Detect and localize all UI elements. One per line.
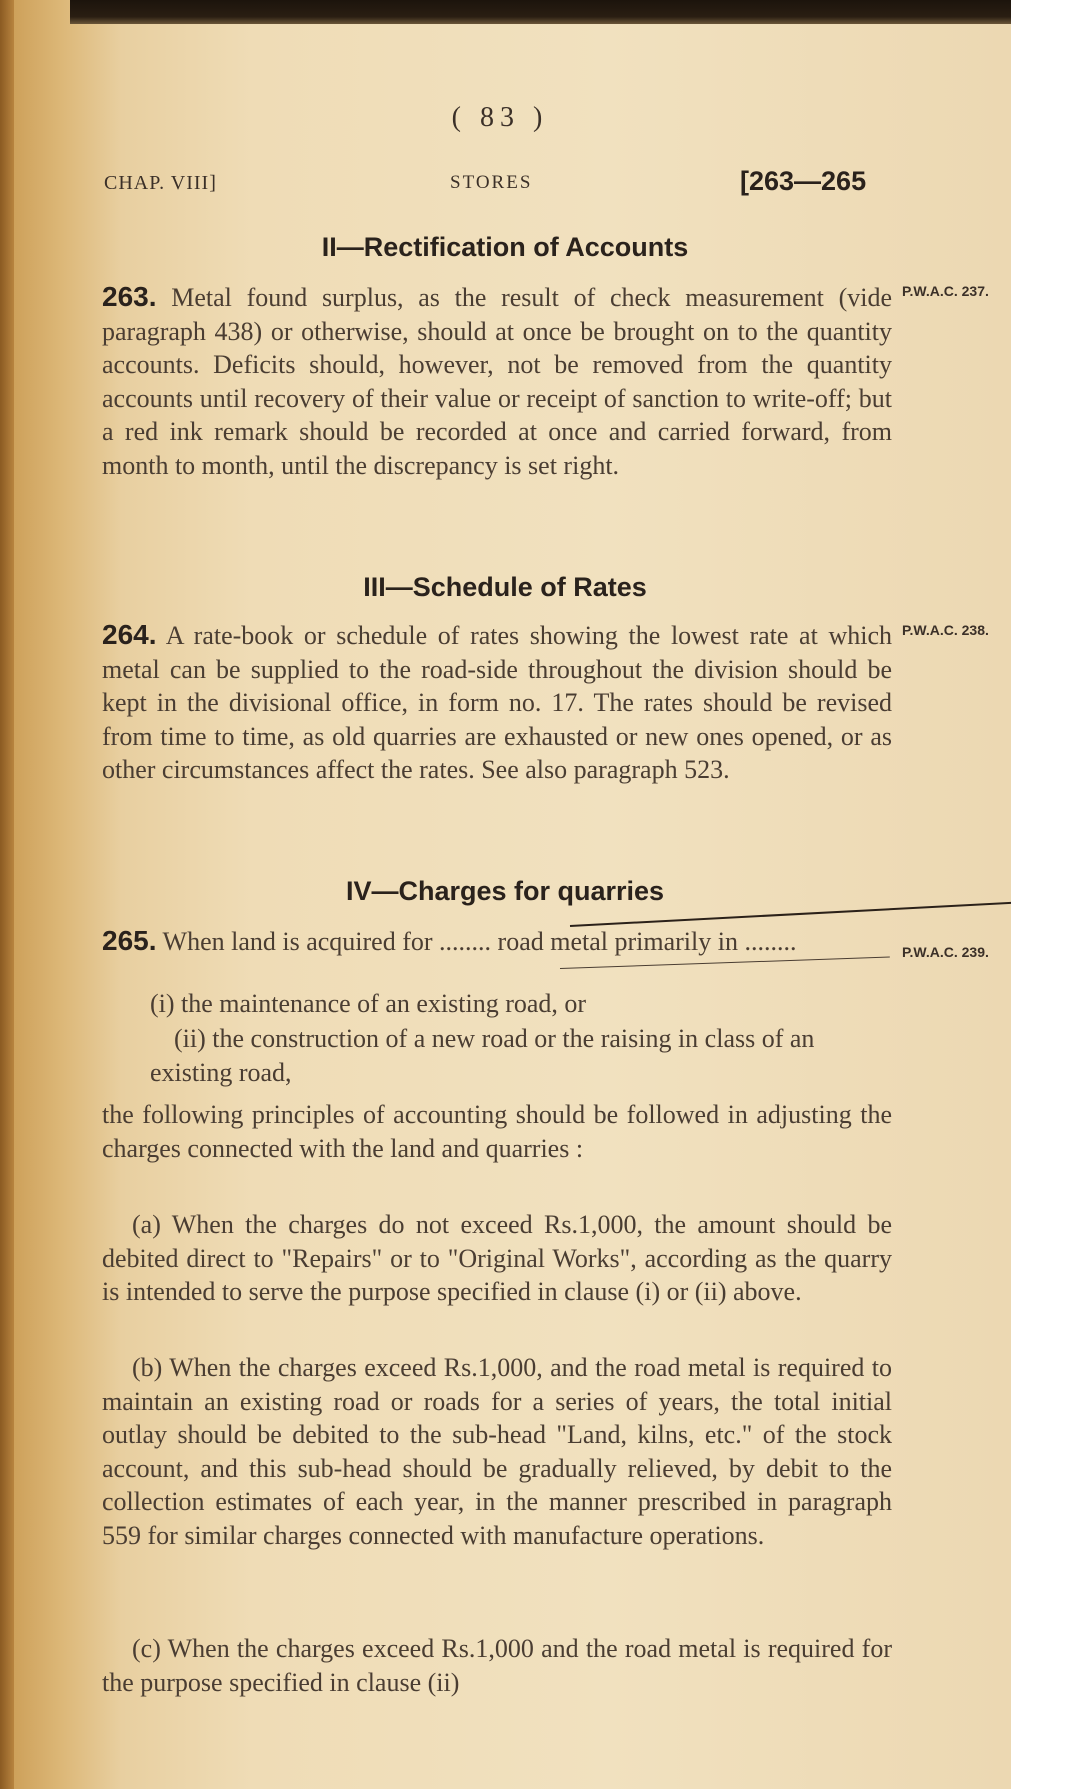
running-head-chapter: CHAP. VIII] (104, 172, 217, 194)
paragraph-number: 265. (102, 925, 157, 956)
clause-ii: (ii) the construction of a new road or the raising in class of an existing road, (150, 1024, 815, 1087)
running-head-paragraph-range: [263—265 (740, 166, 867, 196)
clause-i: (i) the maintenance of an existing road, or (150, 989, 587, 1018)
section-heading-quarries: IV—Charges for quarries (345, 876, 665, 906)
subclause-a: (a) When the charges do not exceed Rs.1,000, the amount should be debited direct to "Repairs" or to "Original Works", according as the quarry is intended to serve the purpose specified in clause (i) or (ii) above. (102, 1210, 892, 1307)
running-head-section: STORES (450, 172, 533, 193)
margin-reference-263: P.W.A.C. 237. (902, 283, 989, 299)
paragraph-264 (102, 618, 892, 787)
margin-reference-264: P.W.A.C. 238. (902, 622, 989, 638)
page-number: ( 83 ) (451, 102, 549, 133)
paragraph-text: Metal found surplus, as the result of check measurement (vide paragraph 438) or otherwise, should at once be brought on to the quantity accounts. Deficits should, however, not be removed from the quantity accounts until recovery of their value or receipt of sanction to write-off; but a red ink remark should be recorded at once and carried forward, from month to month, until the discrepancy is set right. (102, 283, 893, 480)
section-heading-schedule: III—Schedule of Rates (363, 572, 647, 602)
scan-background (1011, 0, 1075, 1789)
paragraph-number: 263. (102, 281, 157, 312)
top-edge-shadow (70, 0, 1011, 24)
section-heading-rectification: II—Rectification of Accounts (321, 232, 689, 262)
subclause-c: (c) When the charges exceed Rs.1,000 and the road metal is required for the purpose specified in clause (ii) (102, 1634, 892, 1697)
subclause-b: (b) When the charges exceed Rs.1,000, and the road metal is required to maintain an existing road or roads for a series of years, the total initial outlay should be debited to the sub-head "Land, kilns, etc." of the stock account, and this sub-head should be gradually relieved, by debit to the collection estimates of each year, in the manner prescribed in paragraph 559 for similar charges connected with manufacture operations. (102, 1353, 892, 1550)
paragraph-265-lead: the following principles of accounting should be followed in adjusting the charges connected with the land and quarries : (102, 1100, 892, 1163)
margin-reference-265: P.W.A.C. 239. (902, 944, 989, 960)
paragraph-number: 264. (102, 619, 157, 650)
paragraph-265-intro (102, 924, 892, 959)
paragraph-intro-text: When land is acquired for ........ road metal primarily in ........ (162, 927, 797, 956)
paragraph-263 (102, 280, 892, 483)
paragraph-text: A rate-book or schedule of rates showing the lowest rate at which metal can be supplied to the road-side throughout the division should be kept in the divisional office, in form no. 17. The rates should be revised from time to time, as old quarries are exhausted or new ones opened, or as other circumstances affect the rates. See also paragraph 523. (102, 621, 892, 785)
